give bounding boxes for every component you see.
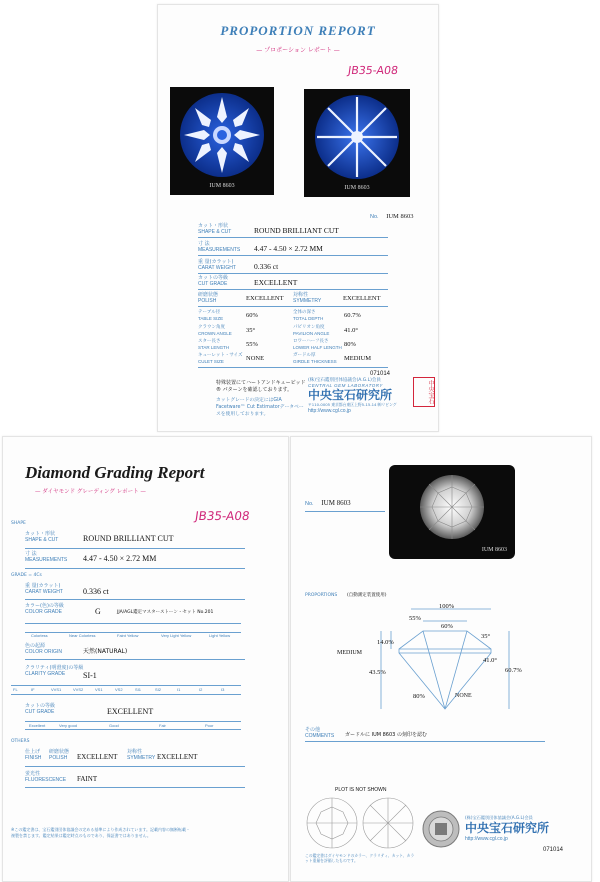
prop-row-shape-jp: カット・形状	[198, 223, 228, 229]
cut-row	[25, 703, 245, 719]
grade-row-color-value: G	[95, 607, 101, 616]
right-report-number-value: IUM 8603	[321, 499, 351, 507]
plot-label: PLOT IS NOT SHOWN	[335, 787, 387, 793]
clarity-scale-label: I2	[199, 687, 203, 692]
right-report-number-label: No.	[305, 501, 314, 507]
prop-detail-en2: PAVILION ANGLE	[293, 331, 330, 336]
grade-row-color-en: COLOR GRADE	[25, 609, 62, 615]
prop-detail-value: 60%	[246, 312, 258, 319]
right-footer-note: この鑑定書はダイヤモンドのカラー、クラリティ、カット、カラット重量を評価したものです。	[305, 853, 415, 863]
prop-detail-en2: TOTAL DEPTH	[293, 316, 324, 321]
grade-row-carat-jp: 重 量(カラット)	[25, 583, 61, 589]
color-master-note: JJA/AGL鑑定マスターストーン・セット No.201	[117, 610, 214, 615]
arrows-photo	[304, 89, 410, 197]
prop-row-measurements-value: 4.47 - 4.50 × 2.72 MM	[254, 244, 323, 253]
color-origin-jp: 色の起源	[25, 643, 46, 649]
proportions-sublabel: (自動測定装置使用)	[347, 593, 387, 598]
finish-polish-en: POLISH	[49, 755, 68, 761]
prop-detail-en2: GIRDLE THICKNESS	[293, 359, 337, 364]
grade-row-carat-en: CARAT WEIGHT	[25, 589, 63, 595]
red-seal	[413, 377, 435, 407]
clarity-value: SI-1	[83, 671, 97, 680]
color-origin-en: COLOR ORIGIN	[25, 649, 62, 655]
red-seal-text: 中央宝石	[427, 380, 434, 404]
prop-detail-row	[198, 310, 388, 324]
clarity-scale-label: FL	[13, 687, 18, 692]
agl-seal-icon	[421, 809, 461, 849]
plot-diagrams	[305, 795, 415, 851]
clarity-scale-bar	[11, 685, 241, 695]
color-scale-label: Colorless	[31, 633, 48, 638]
prop-detail-jp: テーブル径	[198, 310, 221, 315]
shape-section-label: SHAPE	[11, 521, 26, 526]
prop-row-cut-en: CUT GRADE	[198, 281, 228, 287]
prop-symmetry-en: SYMMETRY	[293, 298, 322, 304]
org-affiliation: (株)宝石鑑別団体協議会(A.G.L)会員	[308, 378, 381, 383]
prop-row-shape-en: SHAPE & CUT	[198, 229, 232, 235]
comments-label-en: COMMENTS	[305, 733, 335, 739]
diamond-face-image	[389, 465, 515, 559]
right-date-code: 071014	[543, 847, 564, 853]
prop-detail-row	[198, 353, 388, 367]
finish-jp: 仕上げ	[25, 749, 41, 755]
prop-row-carat	[198, 259, 388, 273]
diamond-photo	[389, 465, 515, 559]
prop-symmetry-value: EXCELLENT	[343, 295, 381, 302]
prop-polish	[198, 292, 293, 306]
grade-row-color	[25, 603, 275, 619]
grading-handwritten-code: JB35-A08	[194, 509, 251, 523]
fluorescence-row	[25, 771, 245, 787]
color-origin-value: 天然(NATURAL)	[83, 648, 128, 655]
diagram-pavilion-angle: 41.0°	[483, 657, 497, 664]
prop-row-carat-value: 0.336 ct	[254, 262, 279, 271]
prop-detail-value2: 41.0°	[344, 327, 358, 334]
hearts-cupid-note: 特殊装置にてハートアンドキューピッド® パターンを確認しております。	[216, 380, 306, 393]
diagram-crown-angle: 35°	[481, 633, 491, 640]
right-org-block	[465, 815, 585, 842]
fluorescence-jp: 蛍光性	[25, 771, 41, 777]
grade-row-shape-jp: カット・形状	[25, 531, 55, 537]
prop-row-carat-en: CARAT WEIGHT	[198, 265, 236, 271]
clarity-scale-label: SI2	[155, 687, 162, 692]
prop-detail-jp: スター長さ	[198, 339, 221, 344]
prop-detail-jp2: ロワーハーフ長さ	[293, 339, 329, 344]
diagram-culet: NONE	[455, 693, 472, 699]
hearts-pattern-image	[170, 87, 274, 183]
clarity-scale-label: I3	[221, 687, 225, 692]
grade-row-color-jp: カラー(色)の等級	[25, 603, 64, 609]
prop-detail-jp2: ガードル厚	[293, 353, 316, 358]
proportion-diagram	[351, 597, 551, 717]
diagram-lower-half: 80%	[413, 693, 425, 700]
finish-symmetry-jp: 対称性	[127, 749, 143, 755]
cut-scale-label: Excellent	[29, 723, 46, 728]
arrows-pattern-image	[304, 89, 410, 185]
org-address: 〒110-0005 東京都台東区上野5-15-14 ㈱リビング	[308, 402, 397, 407]
diagram-total-width: 100%	[439, 603, 455, 610]
finish-en: FINISH	[25, 755, 42, 761]
clarity-scale-label: VS1	[95, 687, 103, 692]
cut-jp: カットの等級	[25, 703, 55, 709]
prop-row-carat-jp: 重 量(カラット)	[198, 259, 234, 265]
color-scale-label: Light Yellow	[209, 633, 231, 638]
diagram-pavilion-depth: 43.5%	[369, 669, 386, 676]
grade-row-carat-value: 0.336 ct	[83, 587, 109, 596]
grade-row-shape	[25, 531, 245, 547]
prop-detail-en: CROWN ANGLE	[198, 331, 232, 336]
comments-value: ガードルに IUM 8603 の刻印を認む	[345, 732, 427, 738]
diamond-photo-caption: IUM 8603	[481, 547, 507, 553]
org-block	[308, 377, 428, 425]
color-scale-label: Near Colorless	[69, 633, 96, 638]
prop-detail-jp2: パビリオン角度	[293, 325, 325, 330]
prop-detail-en: CULET SIZE	[198, 359, 224, 364]
clarity-scale-label: VVS2	[73, 687, 84, 692]
grade-row-measurements-jp: 寸 法	[25, 551, 37, 557]
cut-value: EXCELLENT	[107, 707, 154, 716]
cut-scale-label: Fair	[159, 723, 166, 728]
prop-row-cut-value: EXCELLENT	[254, 278, 298, 287]
comments-label-jp: その他	[305, 727, 321, 733]
prop-row-shape	[198, 223, 388, 237]
color-scale-label: Faint Yellow	[117, 633, 139, 638]
handwritten-code: JB35-A08	[347, 64, 399, 77]
prop-row-measurements-en: MEASUREMENTS	[198, 247, 241, 253]
diagram-girdle: MEDIUM	[337, 650, 362, 656]
proportions-label: PROPORTIONS	[305, 593, 338, 598]
date-code: 071014	[370, 371, 391, 377]
prop-detail-en2: LOWER HALF LENGTH	[293, 345, 342, 350]
diagram-crown-height: 14.0%	[377, 639, 394, 646]
grade-row-measurements-en: MEASUREMENTS	[25, 557, 68, 563]
right-org-logo-name: 中央宝石研究所	[465, 821, 550, 835]
cut-scale-bar	[25, 721, 241, 730]
prop-detail-en: STAR LENGTH	[198, 345, 230, 350]
prop-row-measurements-jp: 寸 法	[198, 241, 210, 247]
diagram-star: 55%	[409, 615, 421, 622]
grade-row-carat	[25, 583, 245, 599]
cut-en: CUT GRADE	[25, 709, 55, 715]
diagram-table: 60%	[441, 623, 453, 630]
grade-row-shape-en: SHAPE & CUT	[25, 537, 59, 543]
org-logo-name: 中央宝石研究所	[308, 388, 393, 402]
report-number-label: No.	[370, 214, 379, 220]
color-origin	[25, 643, 225, 657]
prop-row-cut	[198, 275, 388, 289]
prop-detail-value: NONE	[246, 355, 265, 362]
right-org-affiliation: (株)宝石鑑別団体協議会(A.G.L)会員	[465, 815, 533, 820]
report-number-value: IUM 8603	[386, 213, 414, 220]
color-scale-labels	[25, 633, 241, 639]
finish-row	[25, 749, 275, 765]
prop-detail-jp: キューレット・サイズ	[198, 353, 243, 358]
report-number	[370, 213, 413, 220]
clarity-scale-label: IF	[31, 687, 35, 692]
prop-row-measurements	[198, 241, 388, 255]
color-scale-label: Very Light Yellow	[161, 633, 192, 638]
clarity-row	[25, 665, 245, 681]
prop-detail-value: 35°	[246, 327, 256, 334]
prop-detail-row	[198, 339, 388, 353]
prop-row-shape-value: ROUND BRILLIANT CUT	[254, 226, 339, 235]
prop-symmetry-jp: 対称性	[293, 292, 309, 298]
right-report-number	[305, 499, 351, 507]
report-subtitle-jp: — プロポーション レポート —	[256, 47, 340, 54]
finish-symmetry-value: EXCELLENT	[157, 753, 198, 761]
grading-title: Diamond Grading Report	[25, 463, 205, 482]
prop-detail-value: 55%	[246, 341, 258, 348]
cut-estimator-note: カットグレードの決定にはGIA Facetware™ Cut Estimatorデータベースを使用しております。	[216, 398, 304, 417]
prop-detail-value2: MEDIUM	[344, 355, 372, 362]
org-english-name: CENTRAL GEM LABORATORY	[308, 383, 383, 388]
prop-symmetry	[293, 292, 388, 306]
hearts-photo	[170, 87, 274, 195]
clarity-scale-label: VS2	[115, 687, 123, 692]
clarity-jp: クラリティ(明澄度)の等級	[25, 665, 84, 671]
prop-detail-jp: クラウン角度	[198, 325, 225, 330]
grading-report-page	[2, 436, 289, 882]
prop-polish-jp: 研磨状態	[198, 292, 219, 298]
grade-row-measurements	[25, 551, 245, 567]
others-section-label: OTHERS	[11, 739, 30, 744]
prop-detail-jp2: 全体の深さ	[293, 310, 316, 315]
grading-footnote: ※この鑑定書は、宝石鑑別団体協議会の定める基準により作成されています。記載内容の無断転載・複製を禁じます。鑑定結果は鑑定時点のものであり、保証書ではありません。	[11, 827, 191, 838]
proportions-page	[290, 436, 592, 882]
diagram-total-depth: 60.7%	[505, 667, 522, 674]
clarity-scale-label: VVS1	[51, 687, 62, 692]
fluorescence-en: FLUORESCENCE	[25, 777, 67, 783]
report-title: PROPORTION REPORT	[220, 23, 376, 38]
grade-row-shape-value: ROUND BRILLIANT CUT	[83, 534, 174, 543]
prop-detail-value2: 60.7%	[344, 312, 361, 319]
right-org-url: http://www.cgl.co.jp	[465, 836, 508, 842]
prop-detail-value2: 80%	[344, 341, 356, 348]
cut-scale-label: Very good	[59, 723, 78, 728]
arrows-photo-caption: IUM 8603	[344, 185, 370, 191]
clarity-scale-label: SI1	[135, 687, 142, 692]
finish-symmetry-en: SYMMETRY	[127, 755, 156, 761]
hearts-photo-caption: IUM 8603	[209, 183, 235, 189]
proportion-report-sheet	[157, 4, 439, 432]
prop-polish-en: POLISH	[198, 298, 217, 304]
prop-detail-en: TABLE SIZE	[198, 316, 224, 321]
grading-subtitle-jp: — ダイヤモンド グレーディング レポート —	[35, 489, 146, 495]
fluorescence-value: FAINT	[77, 775, 98, 783]
finish-polish-jp: 研磨状態	[49, 749, 70, 755]
org-url: http://www.cgl.co.jp	[308, 408, 351, 414]
clarity-scale-label: I1	[177, 687, 181, 692]
comments-label	[305, 727, 334, 739]
grade-row-measurements-value: 4.47 - 4.50 × 2.72 MM	[83, 554, 157, 563]
prop-detail-row	[198, 325, 388, 339]
finish-polish-value: EXCELLENT	[77, 753, 118, 761]
cut-scale-label: Poor	[205, 723, 214, 728]
color-scale-bar	[25, 623, 241, 633]
prop-polish-value: EXCELLENT	[246, 295, 284, 302]
prop-row-cut-jp: カットの等級	[198, 275, 228, 281]
clarity-en: CLARITY GRADE	[25, 671, 66, 677]
grade-section-label: GRADE = 4Cs	[11, 573, 42, 578]
cut-scale-label: Good	[109, 723, 119, 728]
